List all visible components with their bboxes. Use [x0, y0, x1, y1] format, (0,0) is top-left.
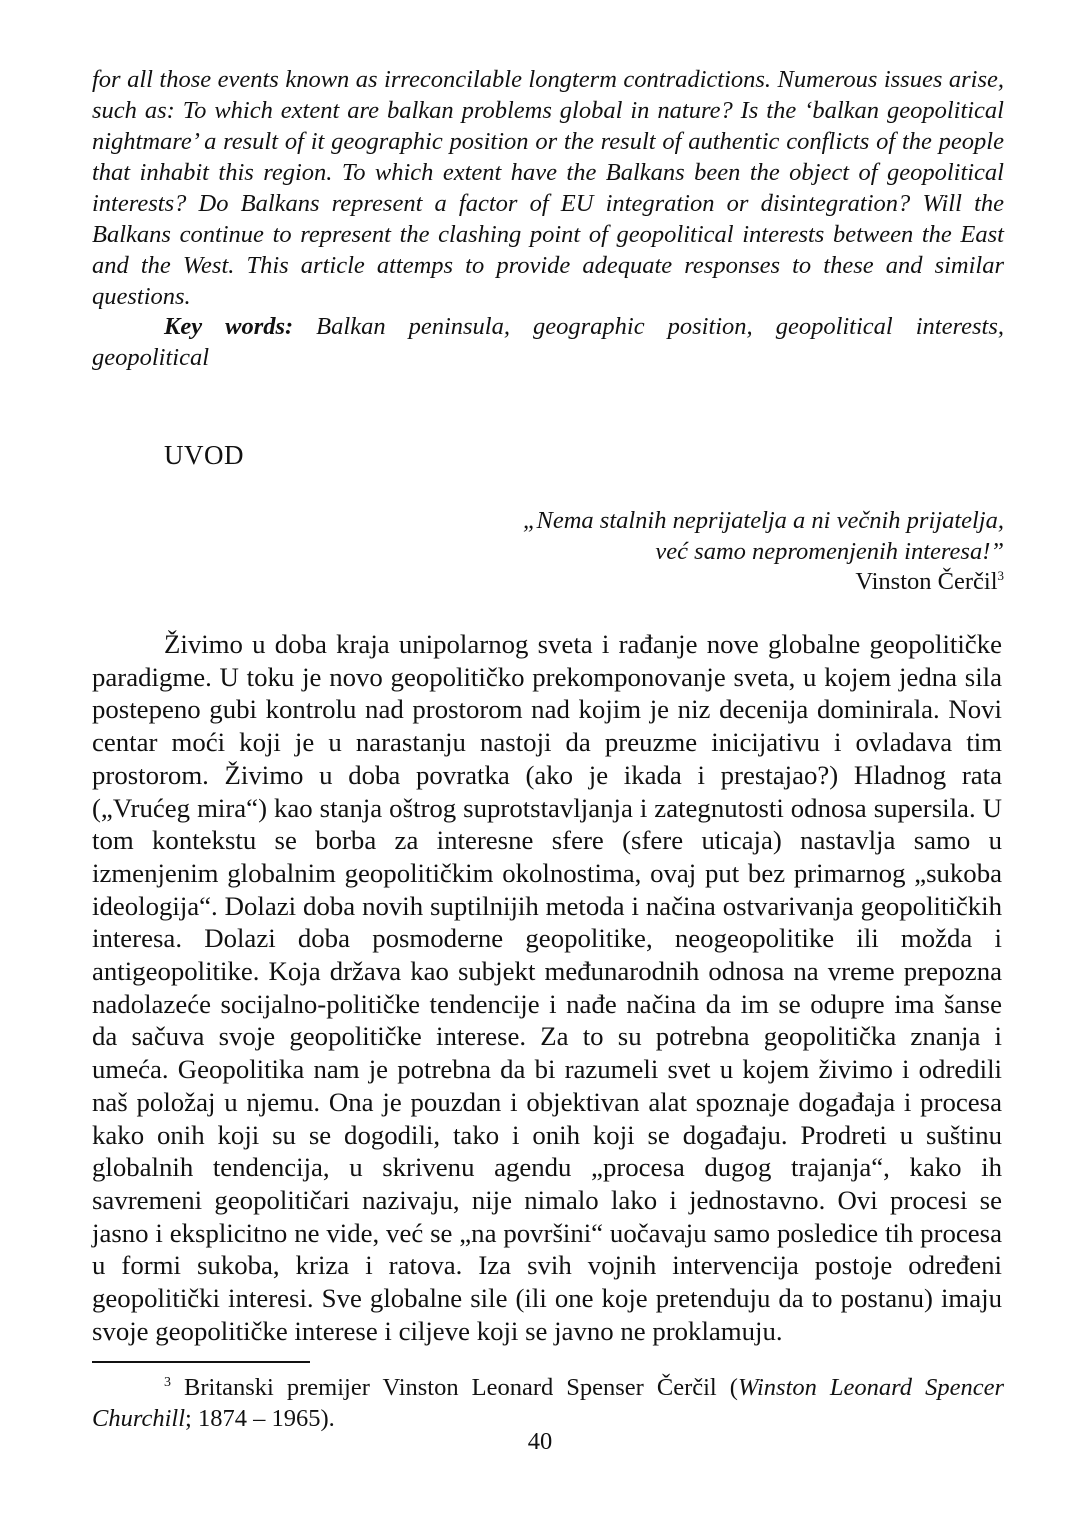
epigraph-author: Vinston Čerčil — [855, 568, 998, 595]
section-heading: UVOD — [164, 440, 244, 470]
epigraph-line-1: „Nema stalnih neprijatelja a ni večnih prijatelja, — [522, 507, 1004, 534]
footnote-italic-name: Winston Leonard Spencer Churchill — [92, 1374, 1004, 1432]
body-paragraph: Živimo u doba kraja unipolarnog sveta i rađanje nove globalne geopolitičke paradigme. U toku je novo geopolitičko prekomponovanje sveta, u kojem jedna sila postepeno gubi kontrolu nad prostorom nad kojim je niz decenija dominirala. Novi centar moći koji je u narastanju nastoji da preuzme inicijativu i ovladava tim prostorom. Živimo u doba povratka (ako je ikada i prestajao?) Hladnog rata („Vrućeg mira“) kao stanja oštrog suprotstavljanja i zategnutosti odnosa supersila. U tom kontekstu se borba za interesne sfere (sfere uticaja) nastavlja samo u izmenjenim globalnim geopolitičkim okolnostima, ovaj put bez primarnog „sukoba ideologija“. Dolazi doba novih suptilnijih metoda i načina ostvarivanja geopolitičkih interesa. Dolazi doba posmoderne geopolitike, neogeopolitike ili možda i antigeopolitike. Koja država kao subjekt međunarodnih odnosa na vreme prepozna nadolazeće socijalno-političke tendencije i nađe načina da im se odupre ima šanse da sačuva svoje geopolitičke interese. Za to su potrebna geopolitička znanja i umeća. Geopolitika nam je potrebna da bi razumeli svet u kojem živimo i odredili naš položaj u njemu. Ona je pouzdan i objektivan alat spoznaje događaja i procesa kako onih koji su se dogodili, tako i onih koji se događaju. Prodreti u suštinu globalnih tendencija, u skrivenu agendu „procesa dugog trajanja“, kako ih savremeni geopolitičari nazivaju, nije nimalo lako i jednostavno. Ovi procesi se jasno i eksplicitno ne vide, već se „na površini“ uočavaju samo posledice tih procesa u formi sukoba, kriza i ratova. Iza svih vojnih intervencija postoje određeni geopolitički interesi. Sve globalne sile (ili one koje pretenduju da to postanu) imaju svoje geopolitičke interese i ciljeve koji se javno ne proklamuju. — [92, 629, 1002, 1346]
epigraph — [304, 506, 1004, 598]
footnote-text-before: Britanski premijer Vinston Leonard Spenser Čerčil ( — [171, 1374, 738, 1401]
keywords-label: Key words: — [164, 313, 294, 340]
footnote-number: 3 — [164, 1374, 171, 1390]
epigraph-line-2: već samo nepromenjenih interesa!” — [655, 537, 1004, 565]
keywords-list: Balkan peninsula, geographic position, geopolitical interests, geopolitical — [92, 313, 1004, 371]
footnote-reference: 3 — [997, 567, 1004, 583]
footnote — [92, 1372, 1004, 1434]
keywords-line — [92, 311, 1004, 373]
footnote-text-after: ; 1874 – 1965). — [185, 1405, 335, 1432]
epigraph-author-line — [304, 567, 1004, 598]
abstract-text: for all those events known as irreconcilable longterm contradictions. Numerous issues arise, such as: To which extent are balkan problems global in nature? Is the ‘balkan geopolitical nightmare’ a result of it geographic position or the result of authentic conflicts of the people that inhabit this region. To which extent have the Balkans been the object of geopolitical interests? Do Balkans represent a factor of EU integration or disintegration? Will the Balkans continue to represent the clashing point of geopolitical interests between the East and the West. This article attemps to provide adequate responses to these and similar questions. — [92, 66, 1004, 310]
page-number: 40 — [527, 1428, 553, 1455]
footnote-separator — [92, 1361, 310, 1363]
